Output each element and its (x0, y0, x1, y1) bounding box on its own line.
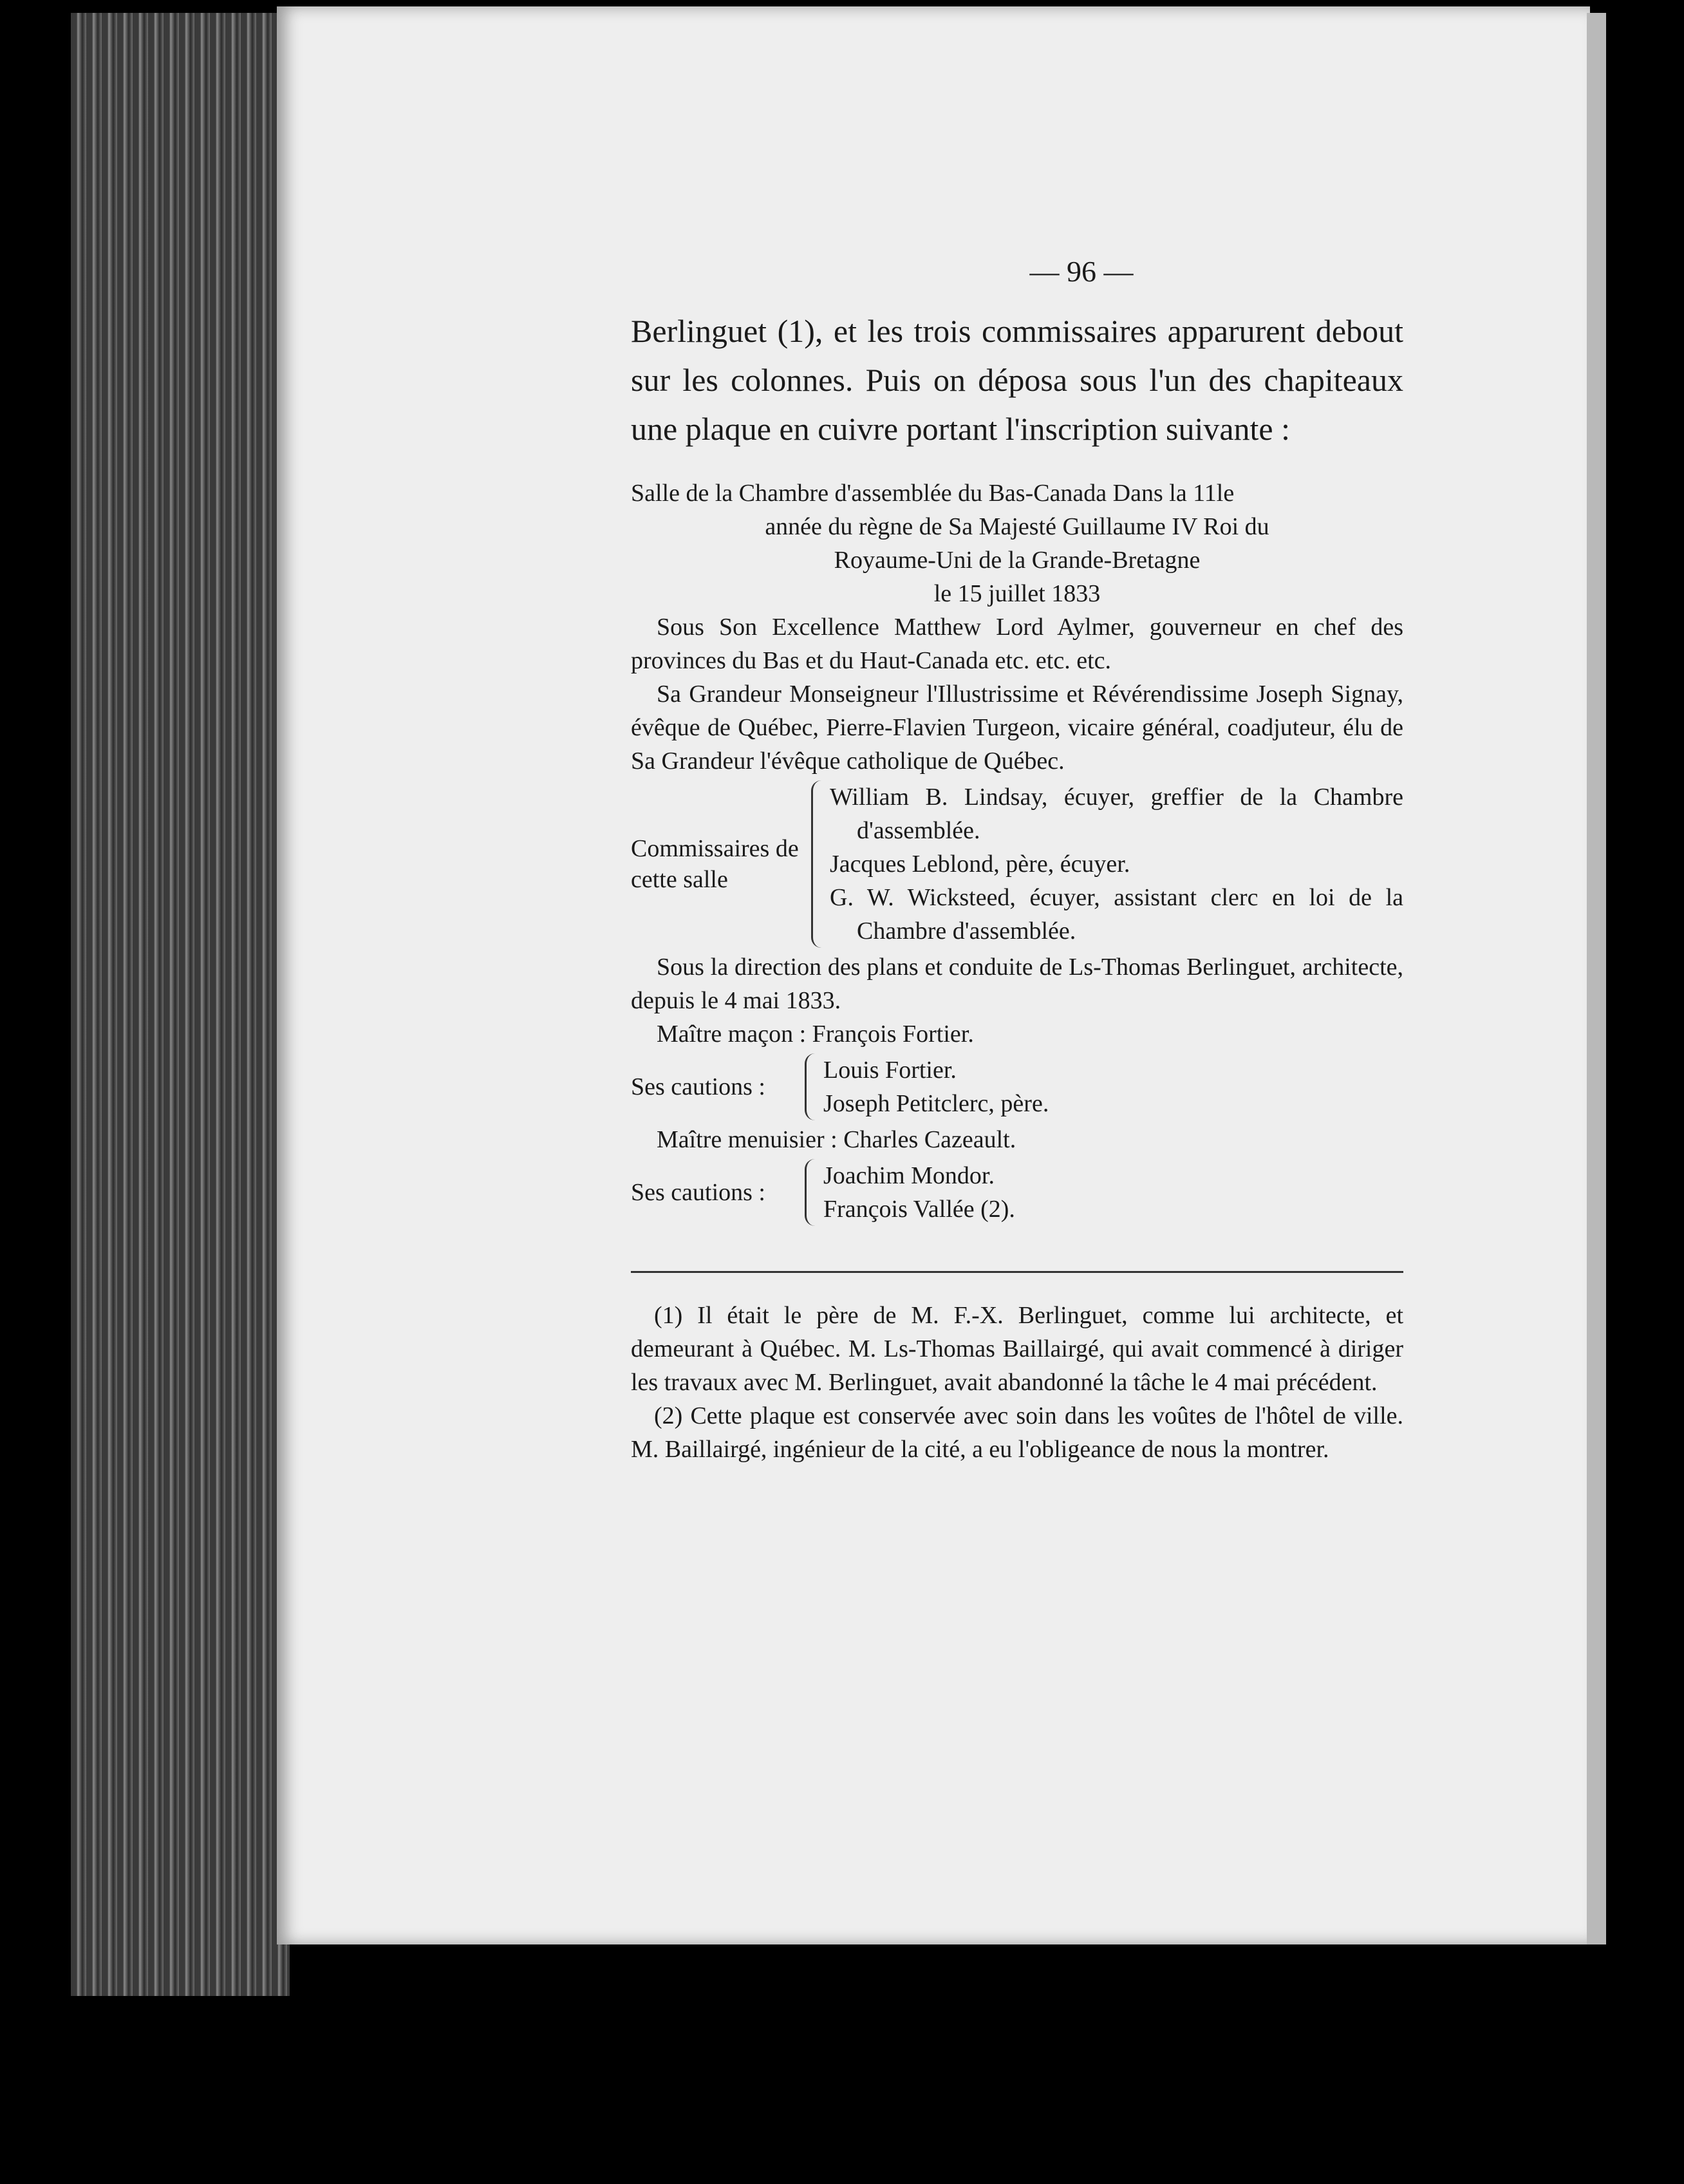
maitre-menuisier: Maître menuisier : Charles Cazeault. (657, 1126, 1016, 1153)
commissaire-item: William B. Lindsay, écuyer, greffier de la Chambre d'assemblée. (830, 784, 1403, 844)
footnotes (631, 1299, 1403, 1466)
commissaire-item: Jacques Leblond, père, écuyer. (830, 851, 1130, 878)
brace (805, 1053, 816, 1120)
commissaires-group (631, 780, 1403, 948)
book-page-edges (71, 13, 290, 1996)
commissaire-item: G. W. Wicksteed, écuyer, assistant clerc en loi de la Chambre d'assemblée. (830, 884, 1403, 945)
cautions-label: Ses cautions : (631, 1179, 765, 1206)
commissaires-label: Commissaires de cette salle (631, 835, 799, 893)
brace (811, 780, 822, 948)
footnote-rule (631, 1271, 1403, 1273)
inscription-line-4: le 15 juillet 1833 (933, 580, 1101, 607)
inscription-line-1: Salle de la Chambre d'assemblée du Bas-Canada Dans la 11le (631, 480, 1235, 507)
caution-item: François Vallée (2). (823, 1196, 1015, 1223)
caution-item: Joseph Petitclerc, père. (823, 1090, 1049, 1117)
cautions-label: Ses cautions : (631, 1073, 765, 1100)
cautions-menuisier-list (823, 1159, 1015, 1226)
caution-item: Joachim Mondor. (823, 1162, 995, 1189)
body-paragraph: Berlinguet (1), et les trois commissaires apparurent debout sur les colonnes. Puis on déposa sous l'un des chapiteaux une plaque en cuivre portant l'inscription suivante : (631, 313, 1403, 447)
cautions-menuisier-group (631, 1159, 1403, 1226)
cautions-macon-group (631, 1053, 1403, 1120)
inscription (631, 476, 1403, 1226)
page-right-edge (1587, 13, 1606, 1944)
cautions-macon-list (823, 1053, 1049, 1120)
footnote-2: (2) Cette plaque est conservée avec soin dans les voûtes de l'hôtel de ville. M. Baillairgé, ingénieur de la cité, a eu l'obligeance de nous la montrer. (631, 1402, 1403, 1463)
commissaires-list (830, 780, 1403, 948)
caution-item: Louis Fortier. (823, 1057, 957, 1084)
brace (805, 1159, 816, 1226)
inscription-direction: Sous la direction des plans et conduite de Ls-Thomas Berlinguet, architecte, depuis le 4 mai 1833. (631, 954, 1403, 1014)
page-text (631, 254, 1403, 1466)
inscription-line-2: année du règne de Sa Majesté Guillaume IV Roi du (765, 513, 1269, 540)
inscription-bishop: Sa Grandeur Monseigneur l'Illustrissime et Révérendissime Joseph Signay, évêque de Québec, Pierre-Flavien Turgeon, vicaire général, coadjuteur, élu de Sa Grandeur l'évêque catholique de Québec. (631, 681, 1403, 775)
inscription-line-3: Royaume-Uni de la Grande-Bretagne (834, 547, 1201, 574)
inscription-governor: Sous Son Excellence Matthew Lord Aylmer, gouverneur en chef des provinces du Bas et du Haut-Canada etc. etc. etc. (631, 614, 1403, 674)
page-number: — 96 — (1029, 255, 1134, 288)
footnote-1: (1) Il était le père de M. F.-X. Berlinguet, comme lui architecte, et demeurant à Québec. M. Ls-Thomas Baillairgé, qui avait commencé à diriger les travaux avec M. Berlinguet, avait abandonné la tâche le 4 mai précédent. (631, 1302, 1403, 1396)
maitre-macon: Maître maçon : François Fortier. (657, 1021, 974, 1048)
